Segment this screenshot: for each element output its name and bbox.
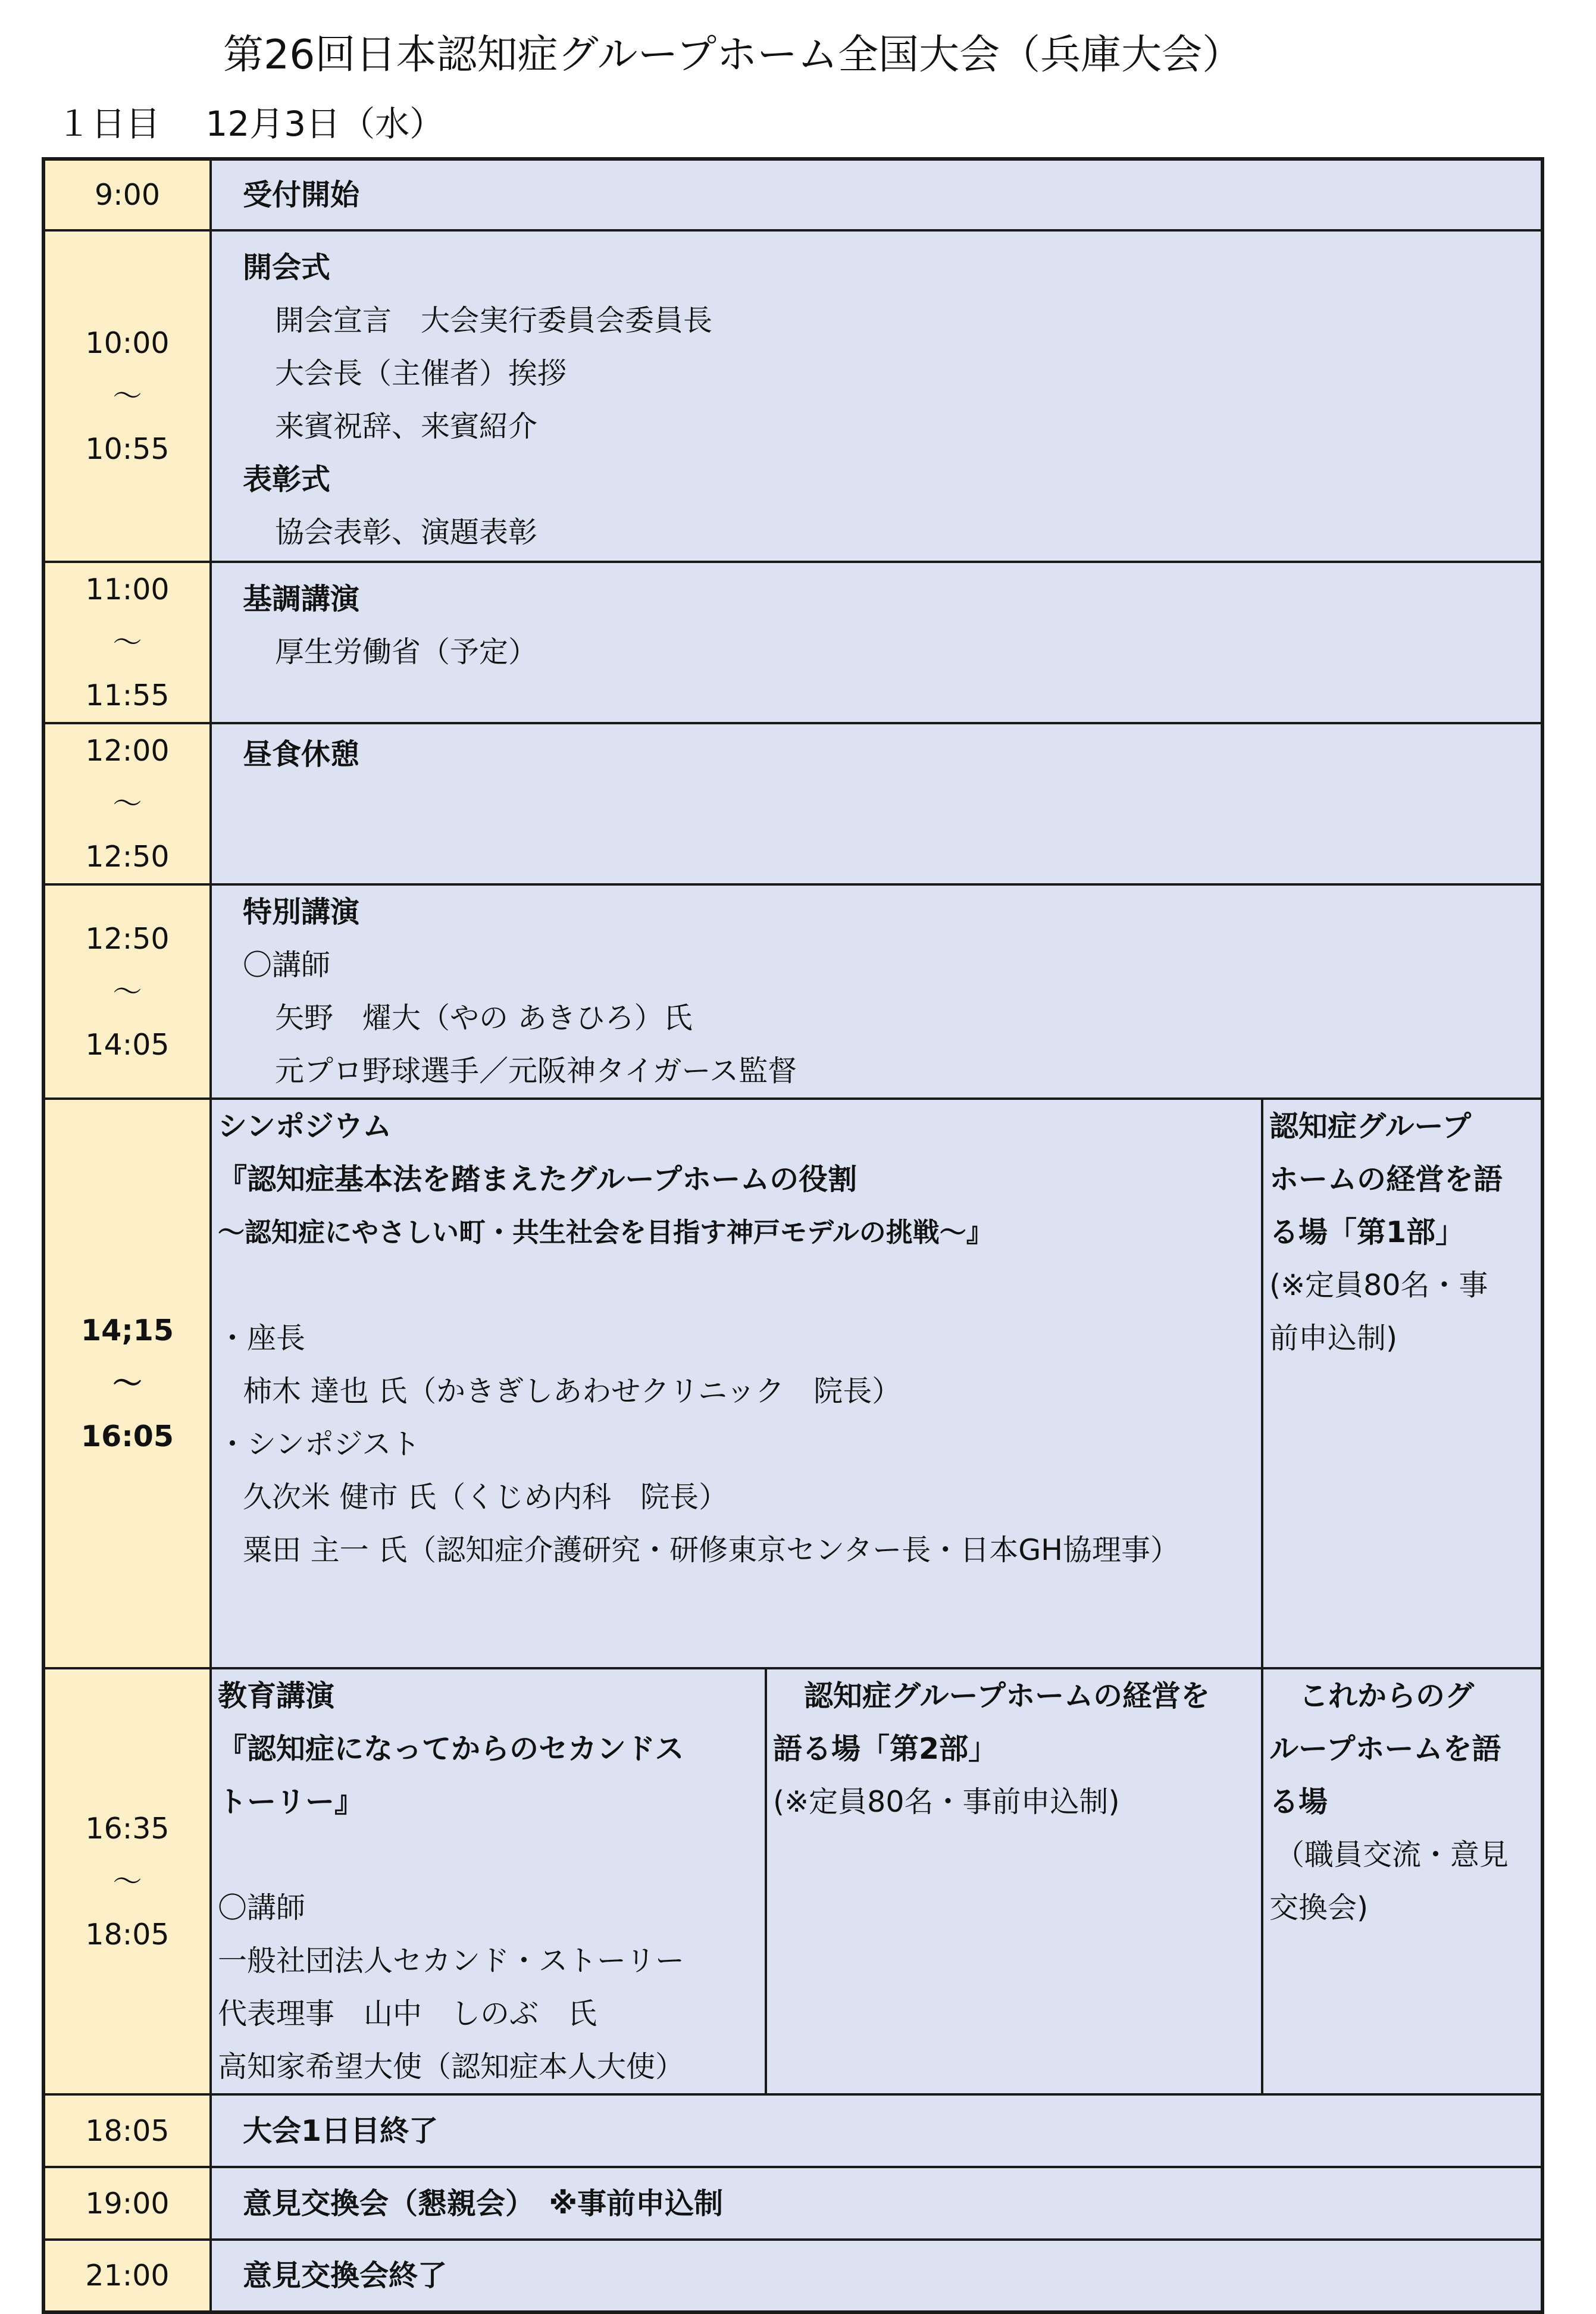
schedule-row: [43, 159, 1542, 230]
event-cell: [211, 2094, 1542, 2167]
schedule-table: [42, 157, 1544, 2314]
event-cell: [211, 2240, 1542, 2312]
event-cell: [211, 723, 1542, 884]
time-cell: [43, 230, 211, 562]
day-heading: １日目 12月3日（水）: [57, 104, 445, 144]
time-cell: [43, 562, 211, 723]
schedule-row: [43, 2167, 1542, 2240]
time-cell: [43, 2240, 211, 2312]
event-subtitle: 『認知症になってからのセカンドス: [218, 1732, 684, 1766]
event-cell: [211, 562, 1542, 723]
management-session-1-cell: [1262, 1099, 1542, 1668]
event-title: 基調講演: [243, 582, 360, 616]
event-line: 柿木 達也 氏（かきぎしあわせクリニック 院長）: [243, 1374, 902, 1408]
time-cell: [43, 884, 211, 1099]
spacer-line: [212, 1259, 1261, 1312]
time-start: 14;15: [81, 1314, 174, 1347]
event-line: ・座長: [218, 1321, 306, 1355]
time-cell: [43, 1099, 211, 1668]
event-line: 前申込制): [1269, 1321, 1398, 1355]
event-title: る場: [1269, 1785, 1328, 1819]
time-end: 10:55: [85, 432, 170, 466]
event-subtitle: 『認知症基本法を踏まえたグループホームの役割: [218, 1162, 858, 1196]
time-start: 12:50: [85, 921, 170, 956]
schedule-row: [43, 230, 1542, 562]
time-tilde: ～: [112, 974, 142, 1009]
event-title: 開会式: [243, 251, 331, 284]
event-cell: [211, 159, 1542, 230]
time-cell: [43, 2094, 211, 2167]
time-cell: [43, 1668, 211, 2094]
time-tilde: ～: [112, 379, 142, 413]
event-line: 〇講師: [218, 1891, 306, 1925]
event-title: 意見交換会（懇親会） ※事前申込制: [243, 2186, 724, 2221]
time-tilde: ～: [112, 626, 142, 659]
event-subtitle: トーリー』: [218, 1785, 364, 1819]
schedule-row: [43, 1099, 1542, 1668]
event-title: 昼食休憩: [243, 737, 360, 771]
schedule-row: [43, 723, 1542, 884]
time-end: 12:50: [85, 840, 170, 874]
event-title: 認知症グループホームの経営を: [804, 1679, 1210, 1713]
event-line: 開会宣言 大会実行委員会委員長: [275, 304, 713, 337]
time-tilde: ～: [112, 1366, 142, 1400]
time-text: 21:00: [85, 2259, 170, 2293]
event-line: 〇講師: [243, 948, 331, 982]
event-title: 特別講演: [243, 895, 360, 929]
event-cell: [211, 884, 1542, 1099]
symposium-cell: [211, 1099, 1262, 1668]
event-line: ・シンポジスト: [218, 1427, 421, 1461]
event-line: 来賓祝辞、来賓紹介: [275, 409, 538, 443]
event-cell: [211, 230, 1542, 562]
event-line: 高知家希望大使（認知症本人大使）: [218, 2050, 685, 2084]
time-text: 9:00: [94, 178, 161, 212]
event-title: る場「第1部」: [1269, 1215, 1465, 1249]
time-cell: [43, 159, 211, 230]
education-lecture-cell: [211, 1668, 766, 2094]
time-tilde: ～: [112, 1864, 142, 1899]
event-title: ループホームを語: [1269, 1732, 1501, 1766]
event-title: 認知症グループ: [1269, 1109, 1472, 1143]
event-subtitle: ～認知症にやさしい町・共生社会を目指す神戸モデルの挑戦～』: [218, 1217, 993, 1248]
spacer-line: [212, 1828, 765, 1881]
event-line: 代表理事 山中 しのぶ 氏: [218, 1997, 597, 2031]
event-title: 教育講演: [218, 1679, 335, 1713]
event-title: これからのグ: [1299, 1679, 1475, 1713]
page-title: 第26回日本認知症グループホーム全国大会（兵庫大会）: [223, 32, 1243, 79]
event-line: 久次米 健市 氏（くじめ内科 院長）: [243, 1480, 728, 1514]
event-line: 矢野 燿大（やの あきひろ）氏: [275, 1001, 693, 1035]
time-end: 11:55: [85, 678, 170, 712]
event-line: (※定員80名・事前申込制): [773, 1785, 1120, 1819]
event-title: 大会1日目終了: [243, 2113, 439, 2148]
schedule-row: [43, 2094, 1542, 2167]
time-start: 12:00: [85, 734, 170, 768]
time-text: 19:00: [85, 2186, 170, 2221]
time-end: 18:05: [85, 1917, 170, 1952]
event-title: 受付開始: [243, 178, 360, 212]
event-title: ホームの経営を語: [1269, 1162, 1503, 1196]
event-line: 交換会): [1269, 1891, 1369, 1925]
event-line: 一般社団法人セカンド・ストーリー: [218, 1944, 685, 1978]
event-line: 協会表彰、演題表彰: [275, 515, 538, 549]
schedule-row: [43, 1668, 1542, 2094]
event-title: 語る場「第2部」: [773, 1732, 998, 1766]
future-gh-session-cell: [1262, 1668, 1542, 2094]
time-start: 11:00: [85, 573, 170, 606]
event-line: 元プロ野球選手／元阪神タイガース監督: [275, 1054, 797, 1088]
event-title: 表彰式: [243, 462, 331, 496]
event-line: 粟田 主一 氏（認知症介護研究・研修東京センター長・日本GH協理事）: [243, 1533, 1180, 1567]
time-cell: [43, 723, 211, 884]
management-session-2-cell: [766, 1668, 1262, 2094]
time-cell: [43, 2167, 211, 2240]
event-title: 意見交換会終了: [243, 2259, 447, 2293]
event-line: (※定員80名・事: [1269, 1268, 1488, 1302]
time-start: 10:00: [85, 326, 170, 360]
schedule-row: [43, 2240, 1542, 2312]
event-line: （職員交流・意見: [1275, 1838, 1509, 1872]
event-line: 厚生労働省（予定）: [275, 635, 538, 669]
time-end: 16:05: [81, 1419, 174, 1453]
schedule-row: [43, 884, 1542, 1099]
event-cell: [211, 2167, 1542, 2240]
time-start: 16:35: [85, 1811, 170, 1846]
time-end: 14:05: [85, 1027, 170, 1062]
event-title: シンポジウム: [218, 1109, 392, 1143]
event-line: 大会長（主催者）挨拶: [275, 357, 567, 390]
schedule-row: [43, 562, 1542, 723]
time-tilde: ～: [112, 787, 142, 821]
time-text: 18:05: [85, 2113, 170, 2148]
